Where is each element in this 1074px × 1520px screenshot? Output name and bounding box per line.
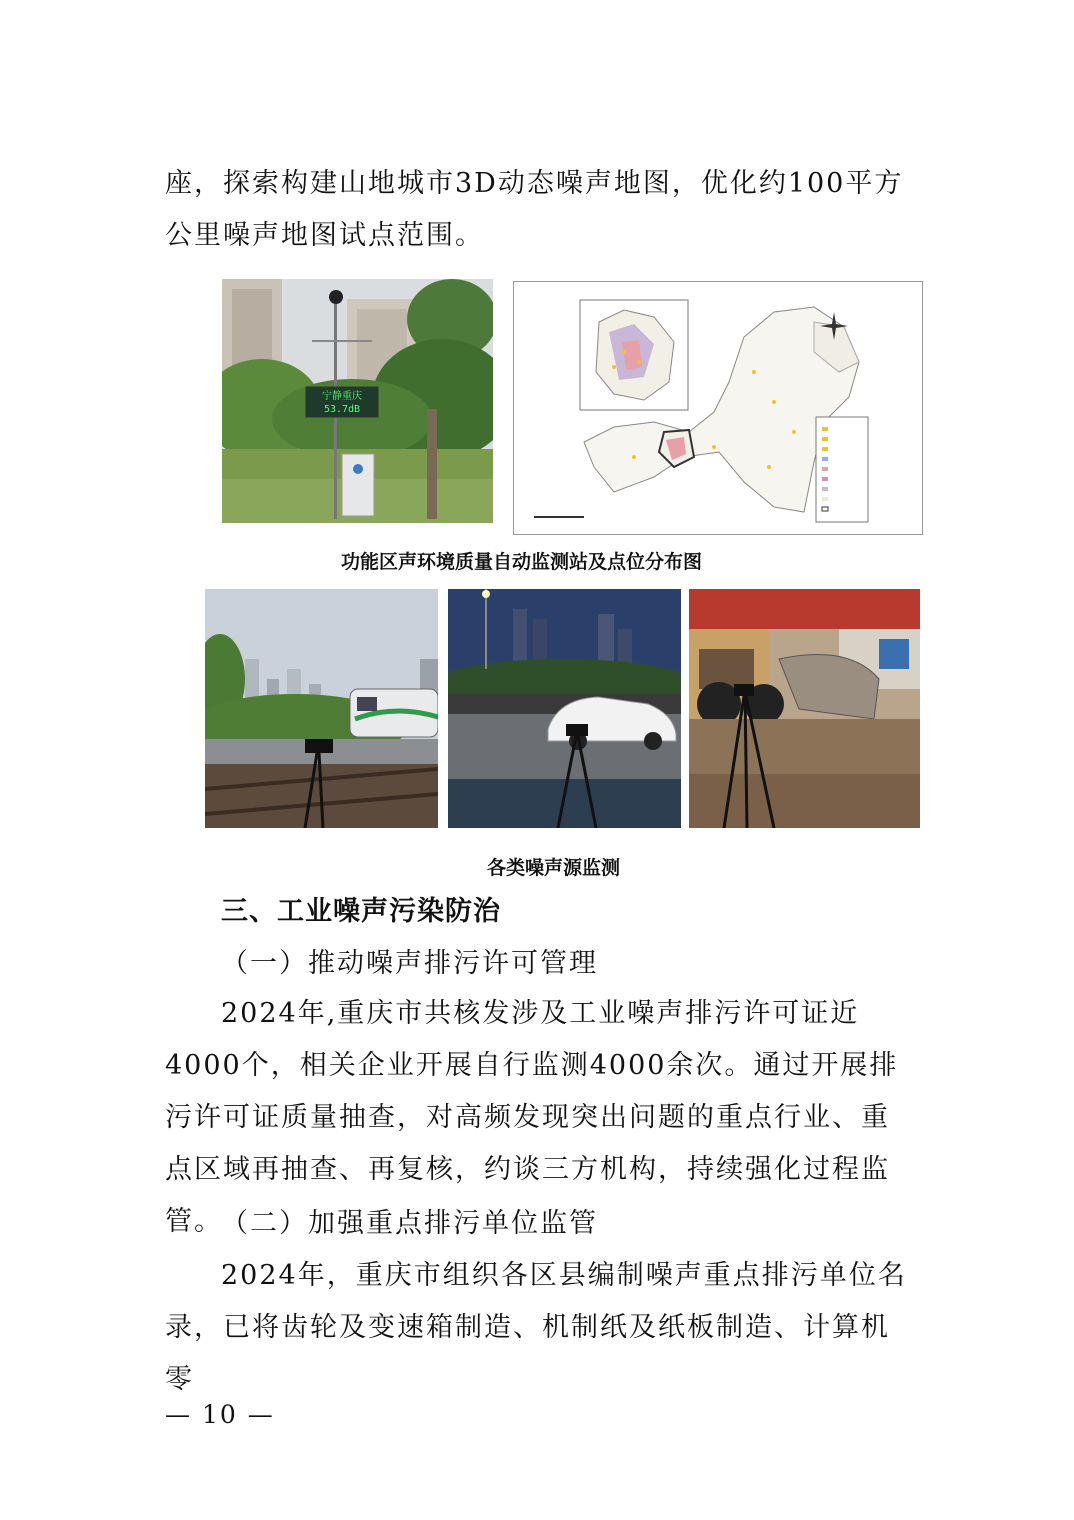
figure2-caption: 各类噪声源监测 <box>487 857 621 879</box>
traffic-monitoring-photo <box>448 589 681 828</box>
subsection-heading-1: （一）推动噪声排污许可管理 <box>221 948 598 979</box>
paragraph-key-units: 2024年，重庆市组织各区县编制噪声重点排污单位名录，已将齿轮及变速箱制造、机制纸及纸板制造、计算机零 <box>165 1260 907 1395</box>
section-heading: 三、工业噪声污染防治 <box>221 896 501 927</box>
station-display-line2: 53.7dB <box>323 404 361 415</box>
monitoring-points-map <box>513 281 923 535</box>
subsection-heading-2: （二）加强重点排污单位监管 <box>221 1208 598 1239</box>
figure1-caption: 功能区声环境质量自动监测站及点位分布图 <box>341 551 703 573</box>
paragraph-continuation: 座，探索构建山地城市3D动态噪声地图，优化约100平方公里噪声地图试点范围。 <box>165 168 904 251</box>
paragraph-permit-management: 2024年,重庆市共核发涉及工业噪声排污许可证近4000个，相关企业开展自行监测4000余次。通过开展排污许可证质量抽查，对高频发现突出问题的重点行业、重点区域再抽查、再复核，约谈三方机构，持续强化过程监管。 <box>165 998 899 1237</box>
page-number: — 10 — <box>165 1400 275 1429</box>
station-display-line1: 宁静重庆 <box>322 391 362 402</box>
construction-monitoring-photo <box>689 589 920 828</box>
monorail-monitoring-photo <box>205 589 438 828</box>
monitoring-station-photo <box>222 279 493 523</box>
